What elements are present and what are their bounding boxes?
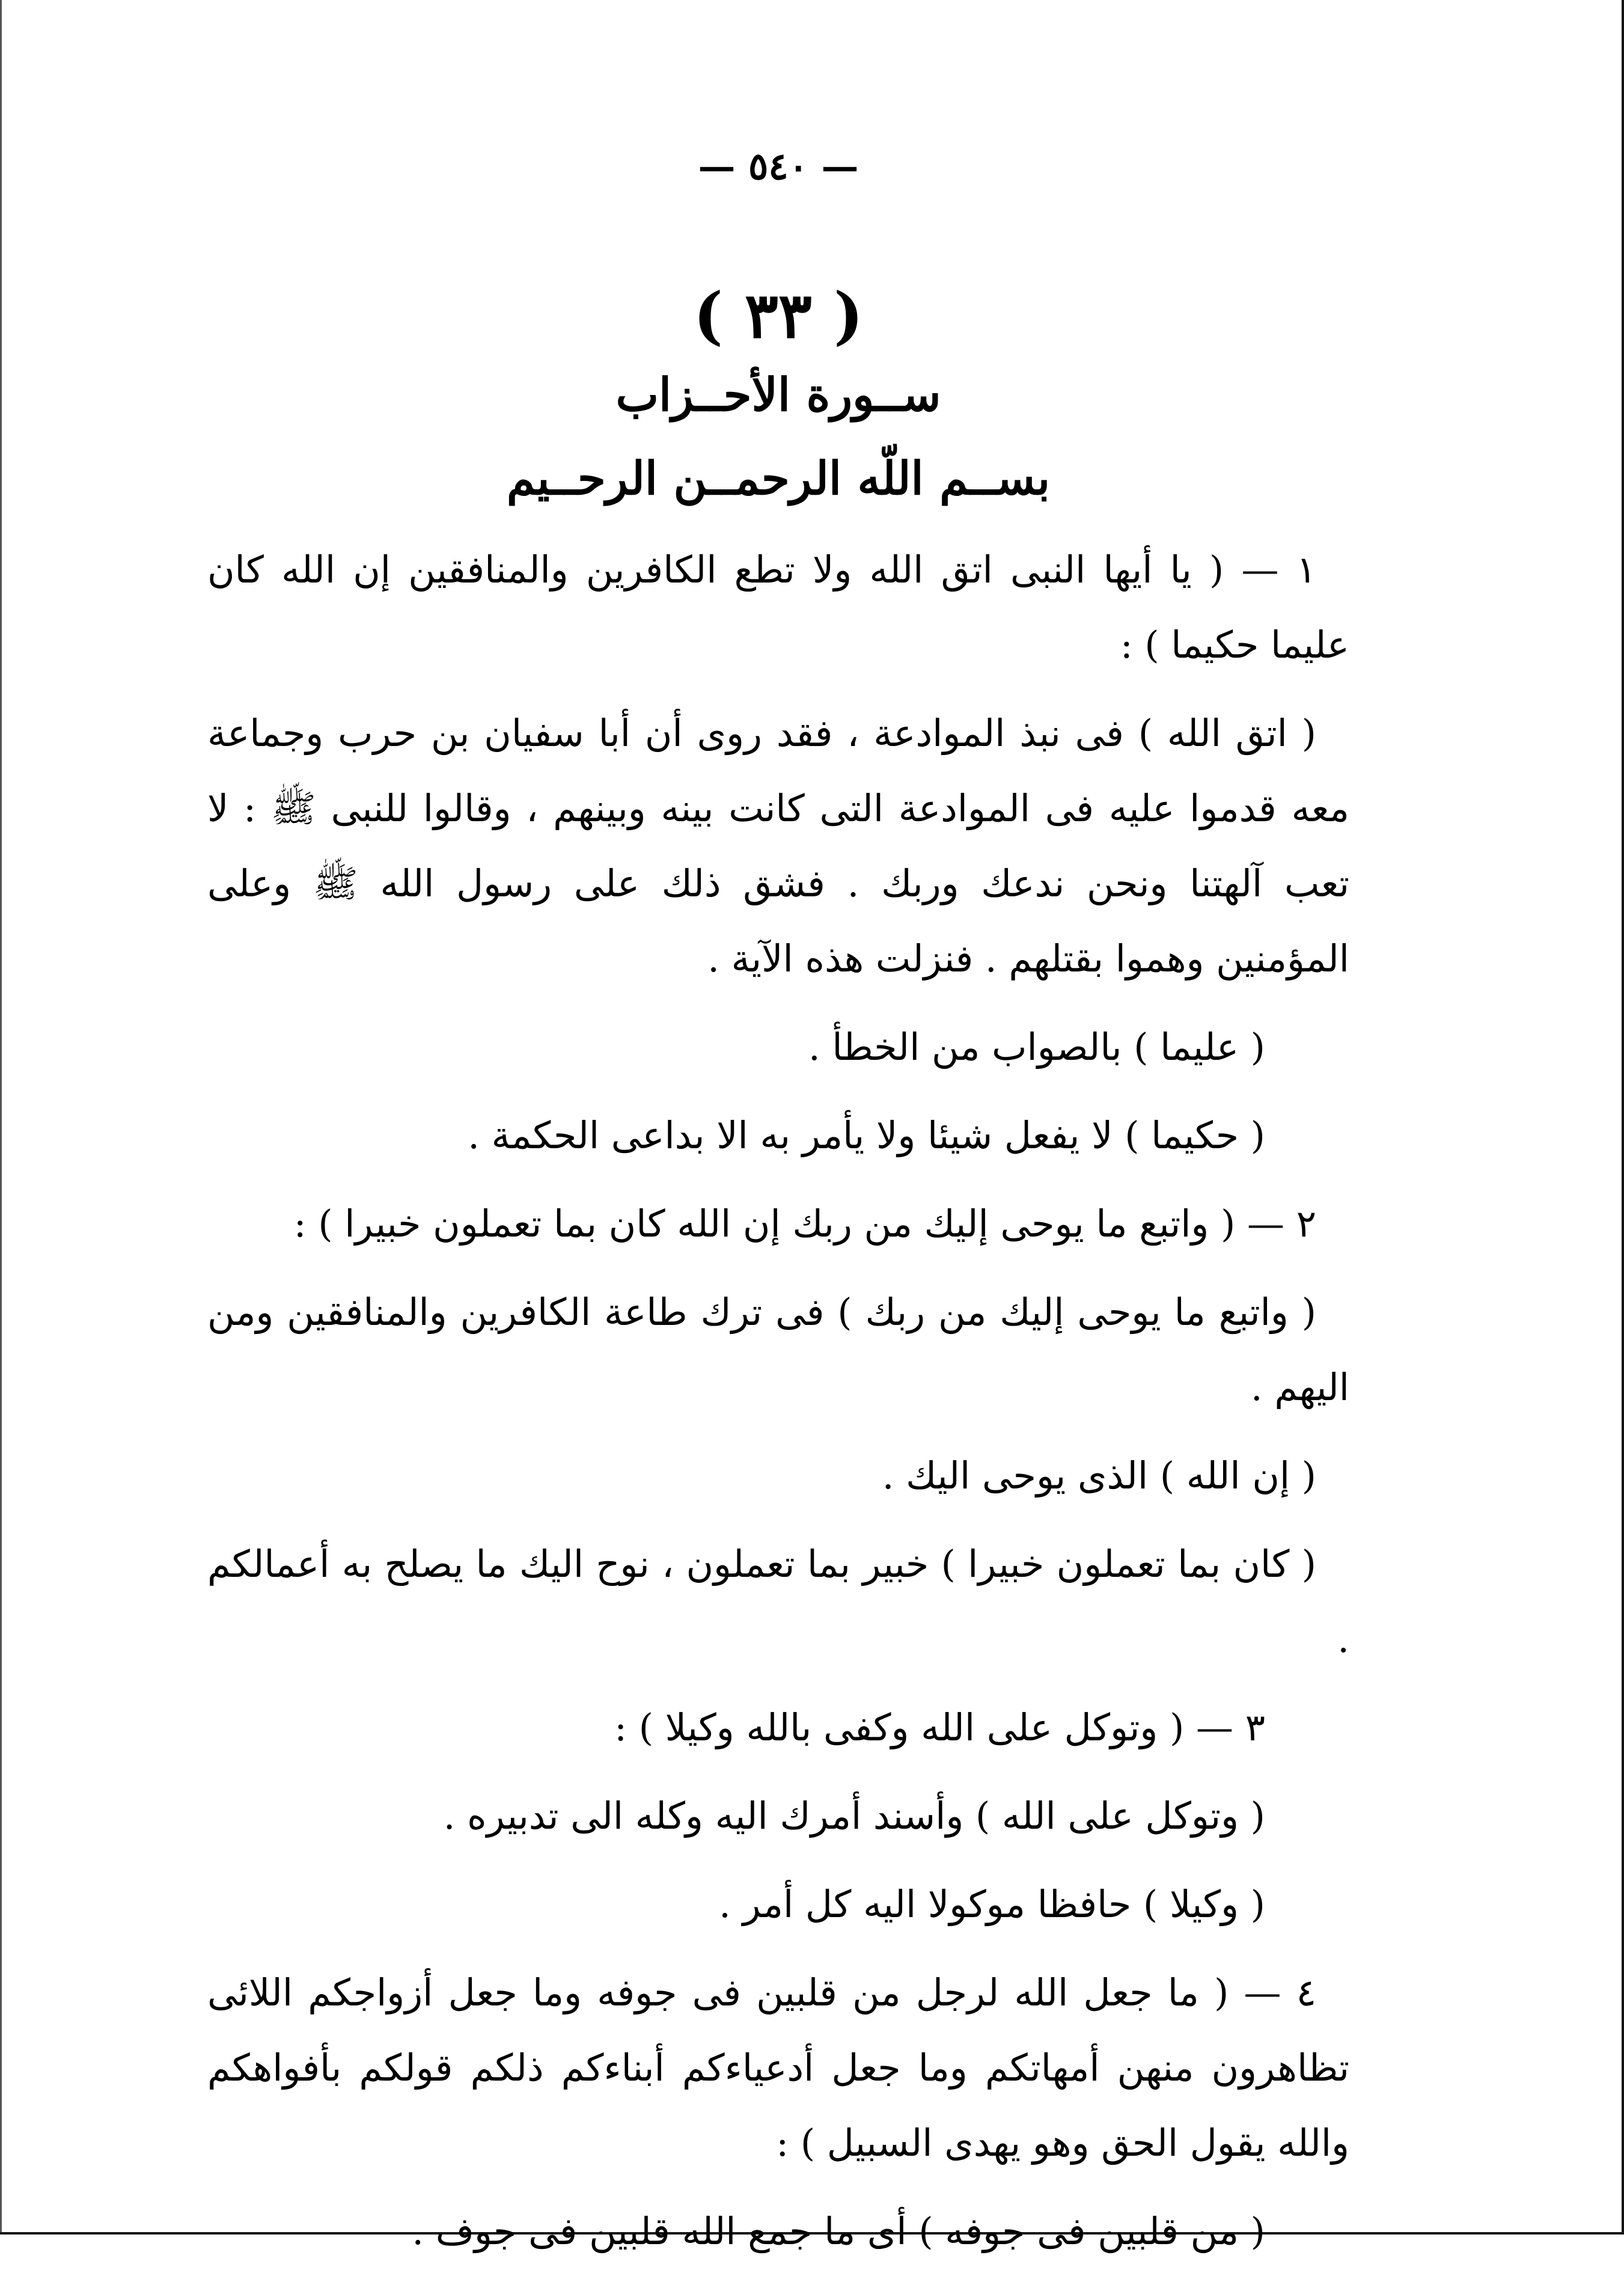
verse-1: ١ — ( يا أيها النبى اتق الله ولا تطع الكافرين والمنافقين إن الله كان عليما حكيما ) : — [207, 548, 1349, 667]
commentary-line: ( من قلبين فى جوفه ) أى ما جمع الله قلبين فى جوف . — [412, 2209, 1265, 2254]
commentary-paragraph: ( واتبع ما يوحى إليك من ربك ) فى ترك طاعة الكافرين والمنافقين ومن اليهم . — [207, 1290, 1349, 1410]
commentary-line: ( وكيلا ) حافظا موكولا اليه كل أمر . — [719, 1882, 1265, 1927]
commentary-line: ( عليما ) بالصواب من الخطأ . — [808, 1025, 1265, 1069]
verse-2: ٢ — ( واتبع ما يوحى إليك من ربك إن الله كان بما تعملون خبيرا ) : — [293, 1202, 1316, 1246]
commentary-line: ( حكيما ) لا يفعل شيئا ولا يأمر به الا بداعى الحكمة . — [468, 1113, 1265, 1158]
commentary-line: ( إن الله ) الذى يوحى اليك . — [882, 1454, 1316, 1498]
surah-number: ( ٣٣ ) — [693, 278, 864, 352]
basmala: بســم اللّه الرحمــن الرحــيم — [506, 451, 1051, 505]
verse-3: ٣ — ( وتوكل على الله وكفى بالله وكيلا ) : — [614, 1705, 1265, 1750]
commentary-line: ( وتوكل على الله ) وأسند أمرك اليه وكله الى تدبيره . — [443, 1794, 1265, 1838]
verse-4: ٤ — ( ما جعل الله لرجل من قلبين فى جوفه وما جعل أزواجكم اللائى تظاهرون منهن أمهاتكم وما جعل أدعياءكم أبناءكم ذلكم قولكم بأفواهكم والله يقول الحق وهو يهدى السبيل ) : — [207, 1971, 1349, 2165]
page-edge-left — [0, 0, 2, 2235]
commentary-paragraph: ( كان بما تعملون خبيرا ) خبير بما تعملون ، نوح اليك ما يصلح به أعمالكم . — [207, 1542, 1349, 1662]
page-content — [207, 144, 1349, 2282]
surah-title: ســورة الأحــزاب — [615, 367, 941, 421]
commentary-paragraph: ( اتق الله ) فى نبذ الموادعة ، فقد روى أن أبا سفيان بن حرب وجماعة معه قدموا عليه فى الموادعة التى كانت بينه وبينهم ، وقالوا للنبى ﷺ : لا تعب آلهتنا ونحن ندعك وربك . فشق ذلك على رسول الله ﷺ وعلى المؤمنين وهموا بقتلهم . فنزلت هذه الآية . — [207, 711, 1349, 981]
page-edge-right — [1622, 0, 1624, 2235]
page-number: — ٥٤٠ — — [698, 144, 859, 188]
